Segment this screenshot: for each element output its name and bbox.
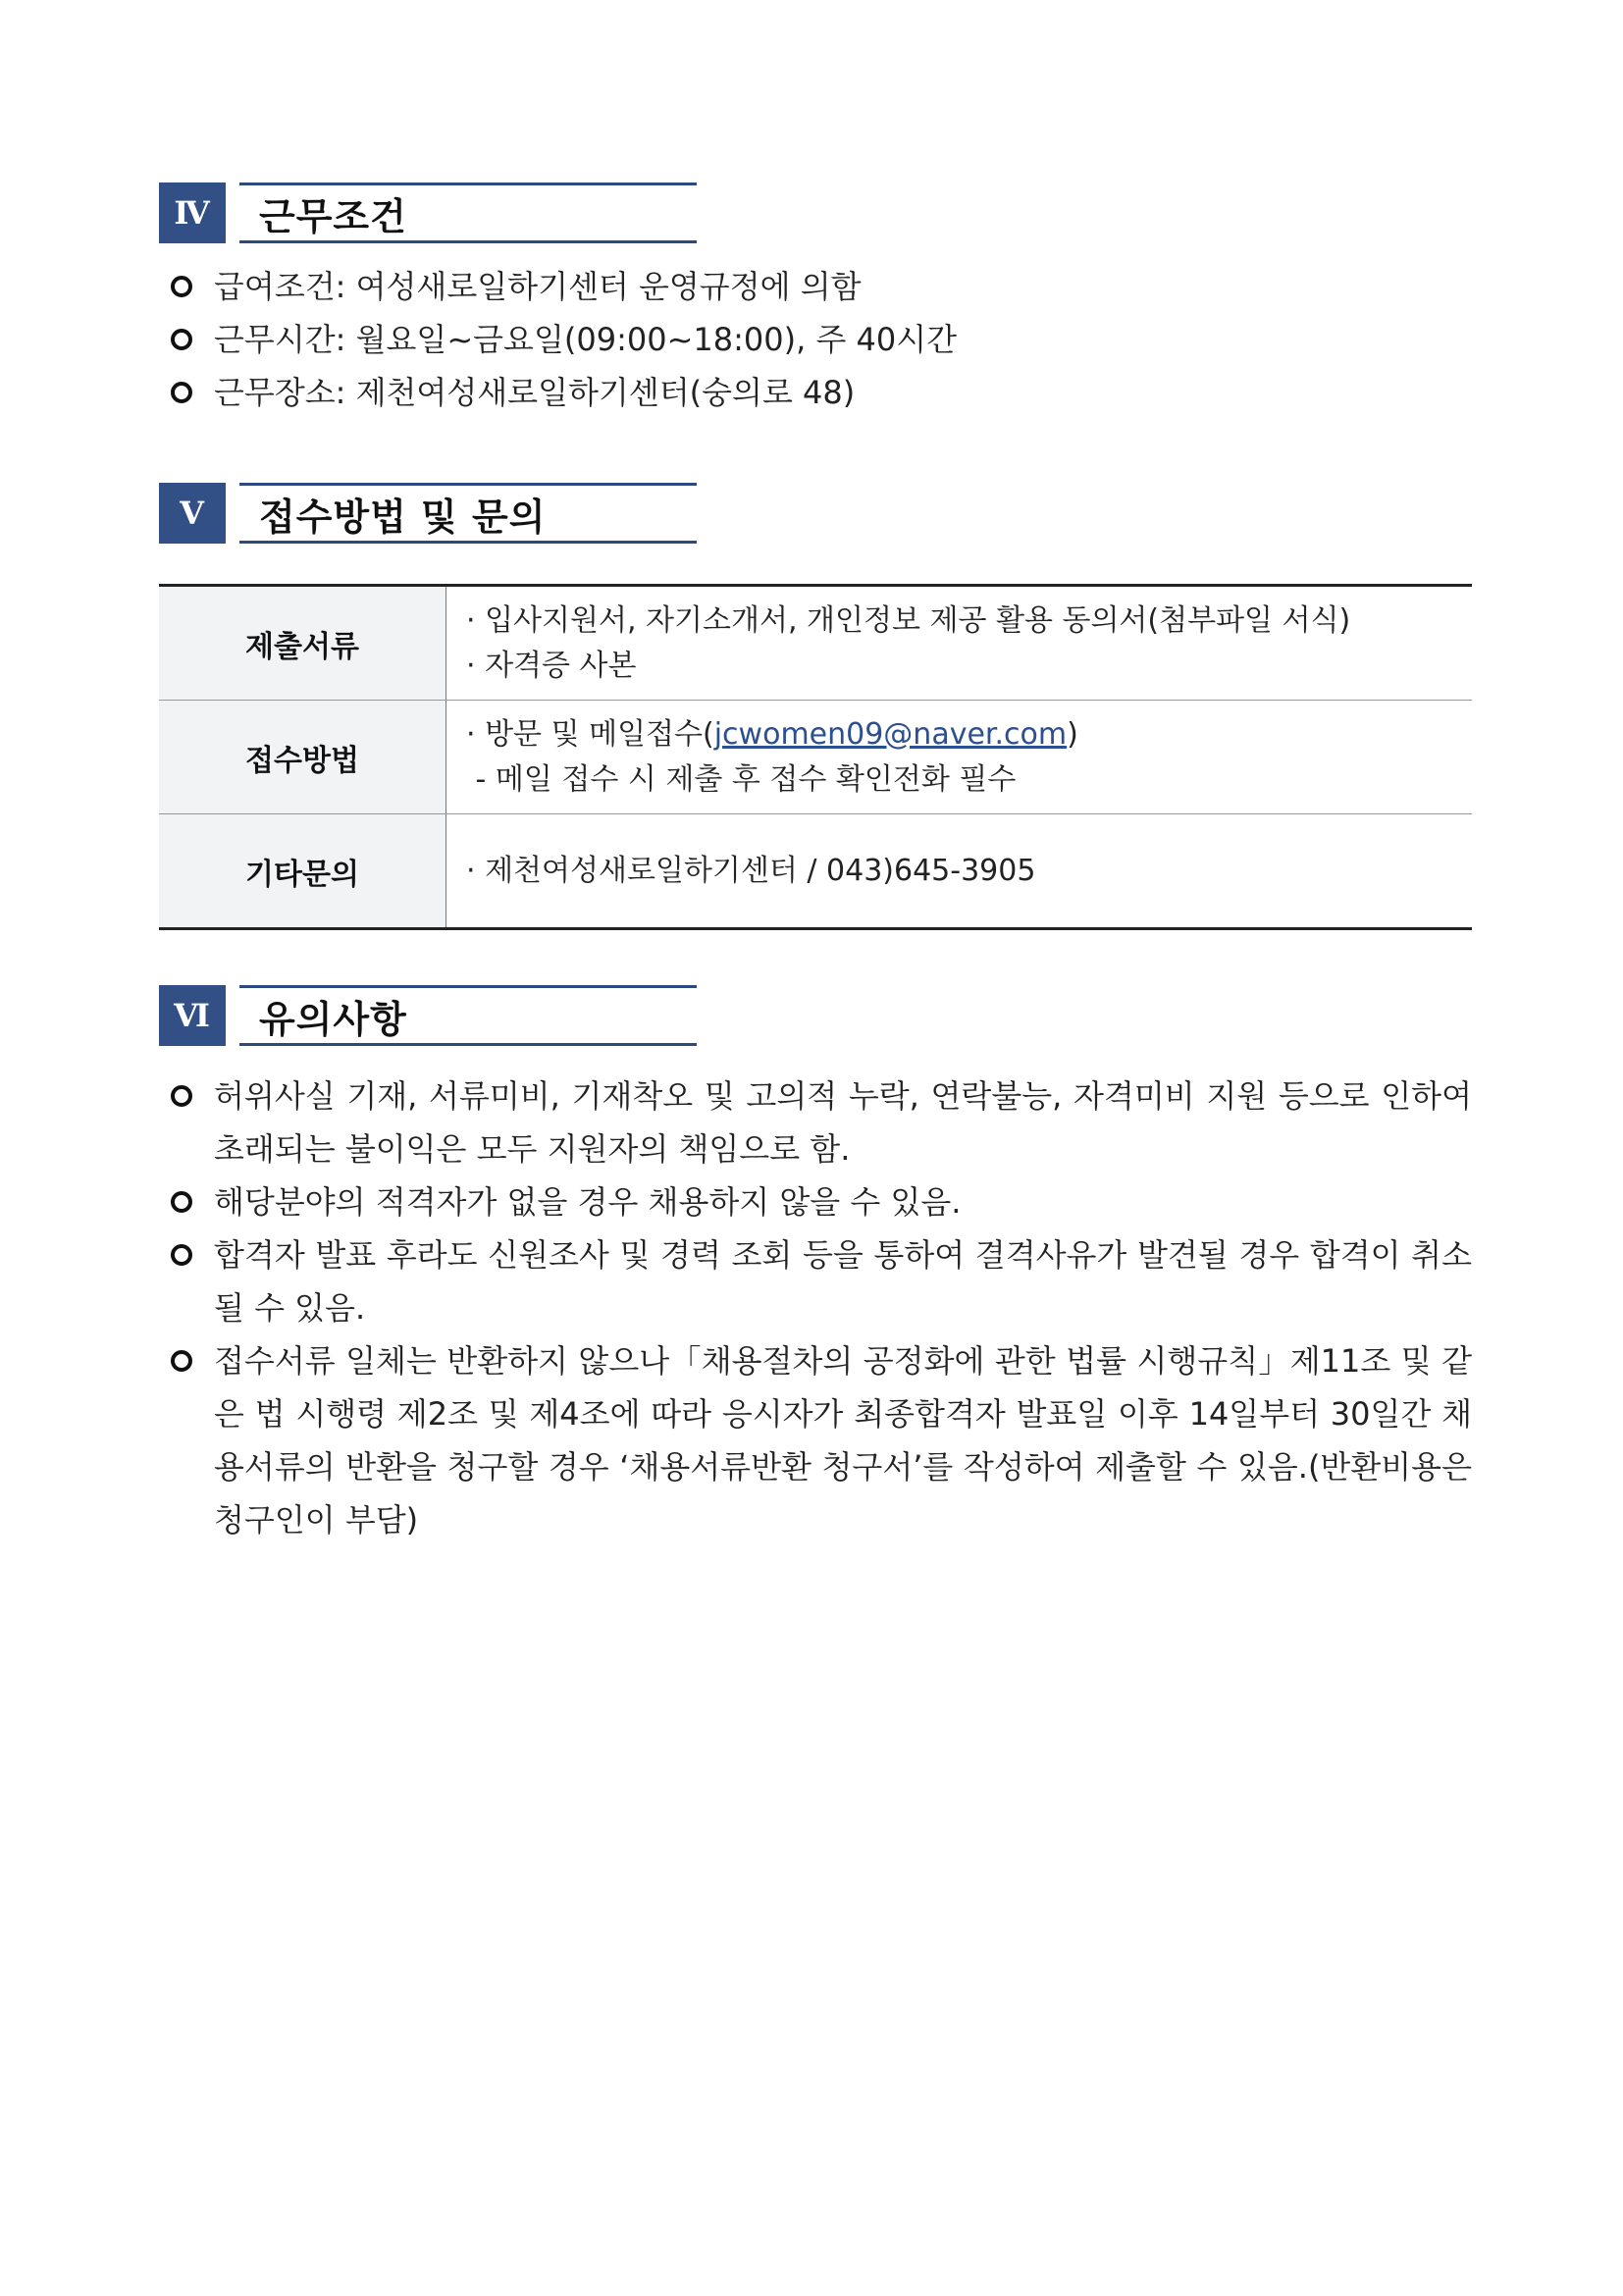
email-link[interactable]: jcwomen09@naver.com [713, 716, 1068, 752]
application-info-table [159, 584, 1472, 930]
section-number: Ⅵ [159, 985, 226, 1046]
circle-bullet-icon [171, 382, 192, 403]
list-item: 급여조건: 여성새로일하기센터 운영규정에 의함 [167, 260, 957, 313]
list-item: 허위사실 기재, 서류미비, 기재착오 및 고의적 누락, 연락불능, 자격미비 지원 등으로 인하여 초래되는 불이익은 모두 지원자의 책임으로 함. [167, 1070, 1472, 1175]
section-title: 유의사항 [239, 985, 697, 1046]
row-label: 기타문의 [159, 814, 446, 929]
table-row [159, 701, 1472, 814]
list-item: 해당분야의 적격자가 없을 경우 채용하지 않을 수 있음. [167, 1175, 1472, 1228]
row-content: · 방문 및 메일접수(jcwomen09@naver.com) - 메일 접수 시 제출 후 접수 확인전화 필수 [446, 701, 1473, 814]
circle-bullet-icon [171, 1350, 192, 1372]
section-header-work-conditions [159, 183, 697, 243]
section-header-application [159, 483, 697, 544]
section-header-notes [159, 985, 697, 1046]
circle-bullet-icon [171, 1085, 192, 1107]
row-content: · 제천여성새로일하기센터 / 043)645-3905 [466, 853, 1036, 888]
circle-bullet-icon [171, 329, 192, 350]
section-title: 근무조건 [239, 183, 697, 243]
table-row [159, 586, 1472, 701]
row-label: 접수방법 [159, 701, 446, 814]
work-conditions-list [167, 260, 957, 419]
section-title: 접수방법 및 문의 [239, 483, 697, 544]
circle-bullet-icon [171, 276, 192, 297]
list-item: 근무시간: 월요일~금요일(09:00~18:00), 주 40시간 [167, 313, 957, 366]
list-item: 접수서류 일체는 반환하지 않으나「채용절차의 공정화에 관한 법률 시행규칙」제11조 및 같은 법 시행령 제2조 및 제4조에 따라 응시자가 최종합격자 발표일 이후 14일부터 30일간 채용서류의 반환을 청구할 경우 ‘채용서류반환 청구서’를 작성하여 제출할 수 있음.(반환비용은 청구인이 부담) [167, 1334, 1472, 1546]
circle-bullet-icon [171, 1244, 192, 1266]
circle-bullet-icon [171, 1191, 192, 1213]
row-label: 제출서류 [159, 586, 446, 701]
notes-list [167, 1070, 1472, 1546]
list-item: 근무장소: 제천여성새로일하기센터(숭의로 48) [167, 366, 957, 419]
section-number: Ⅴ [159, 483, 226, 544]
row-content: · 입사지원서, 자기소개서, 개인정보 제공 활용 동의서(첨부파일 서식) · 자격증 사본 [446, 586, 1473, 701]
section-number: Ⅳ [159, 183, 226, 243]
list-item: 합격자 발표 후라도 신원조사 및 경력 조회 등을 통하여 결격사유가 발견될 경우 합격이 취소될 수 있음. [167, 1228, 1472, 1334]
table-row [159, 814, 1472, 929]
